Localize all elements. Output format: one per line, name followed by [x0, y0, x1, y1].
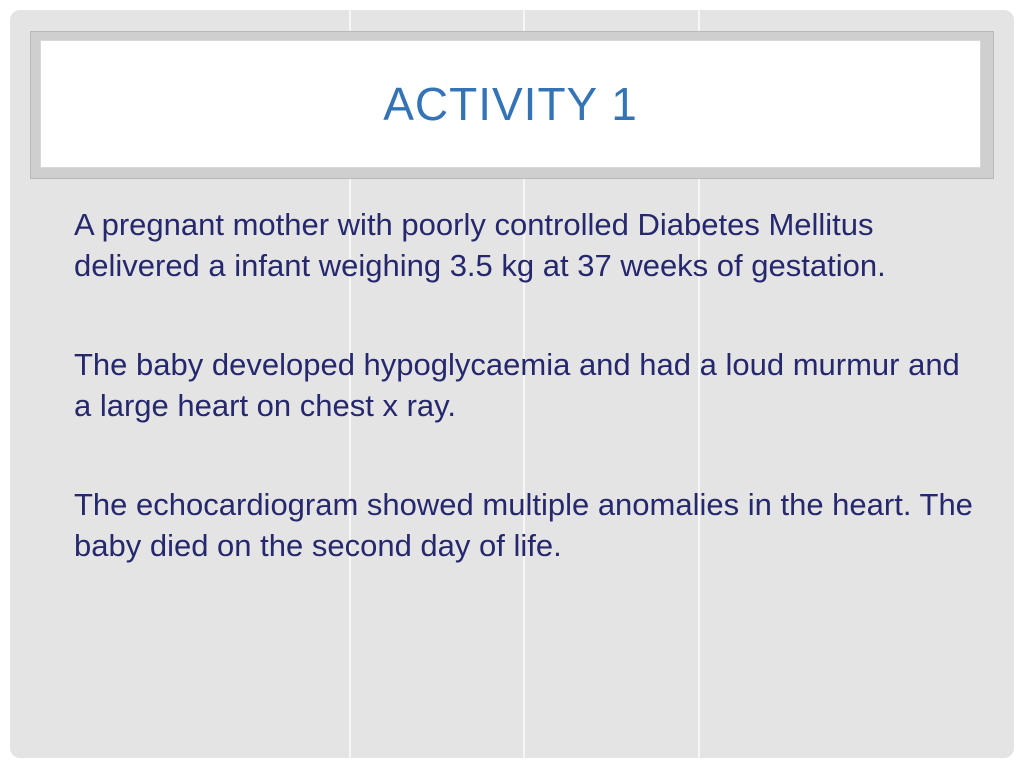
slide	[10, 10, 1014, 758]
title-box	[40, 40, 981, 168]
paragraph-outcome: The echocardiogram showed multiple anomalies in the heart. The baby died on the second day of life.	[74, 487, 973, 563]
slide-title: ACTIVITY 1	[383, 78, 638, 130]
paragraph-case-description: A pregnant mother with poorly controlled Diabetes Mellitus delivered a infant weighing 3.5 kg at 37 weeks of gestation.	[74, 207, 886, 283]
slide-body	[74, 204, 974, 624]
title-frame	[30, 31, 994, 179]
paragraph-symptoms: The baby developed hypoglycaemia and had a loud murmur and a large heart on chest x ray.	[74, 347, 960, 423]
